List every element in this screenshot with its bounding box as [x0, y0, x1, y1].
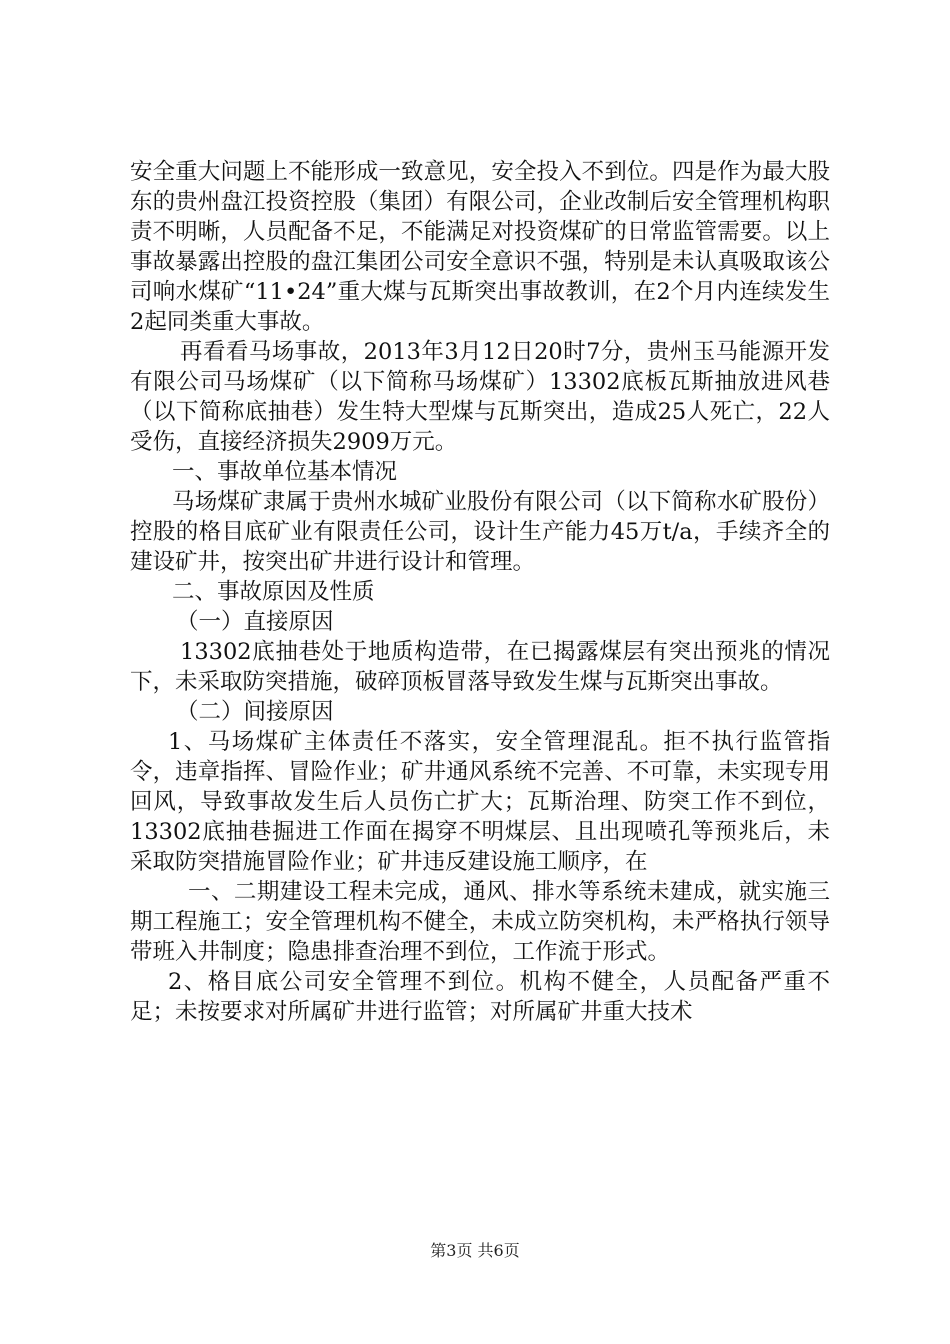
- heading-cause-and-nature: 二、事故原因及性质: [172, 579, 375, 605]
- document-body: [130, 157, 830, 1027]
- heading-unit-basic-info: 一、事故单位基本情况: [172, 459, 398, 485]
- paragraph-unit-info: 马场煤矿隶属于贵州水城矿业股份有限公司（以下简称水矿股份）控股的格目底矿业有限责任公司，设计生产能力45万t/a，手续齐全的建设矿井，按突出矿井进行设计和管理。: [130, 489, 830, 575]
- paragraph-safety-issues: 安全重大问题上不能形成一致意见，安全投入不到位。四是作为最大股东的贵州盘江投资控股（集团）有限公司，企业改制后安全管理机构职责不明晰，人员配备不足，不能满足对投资煤矿的日常监管需要。以上事故暴露出控股的盘江集团公司安全意识不强，特别是未认真吸取该公司响水煤矿“11•24”重大煤与瓦斯突出事故教训，在2个月内连续发生2起同类重大事故。: [130, 159, 830, 335]
- heading-direct-cause: （一）直接原因: [176, 609, 334, 635]
- paragraph-indirect-cause-1: 1、马场煤矿主体责任不落实，安全管理混乱。拒不执行监管指令，违章指挥、冒险作业；矿井通风系统不完善、不可靠，未实现专用回风，导致事故发生后人员伤亡扩大；瓦斯治理、防突工作不到位，13302底抽巷掘进工作面在揭穿不明煤层、且出现喷孔等预兆后，未采取防突措施冒险作业；矿井违反建设施工顺序，在: [130, 729, 830, 875]
- paragraph-indirect-cause-2: 2、格目底公司安全管理不到位。机构不健全，人员配备严重不足；未按要求对所属矿井进行监管；对所属矿井重大技术: [130, 969, 830, 1025]
- paragraph-direct-cause: 13302底抽巷处于地质构造带，在已揭露煤层有突出预兆的情况下，未采取防突措施，破碎顶板冒落导致发生煤与瓦斯突出事故。: [130, 639, 830, 695]
- page-footer: 第3页 共6页: [430, 1241, 520, 1260]
- heading-indirect-cause: （二）间接原因: [176, 699, 334, 725]
- paragraph-machang-accident: 再看看马场事故，2013年3月12日20时7分，贵州玉马能源开发有限公司马场煤矿（以下简称马场煤矿）13302底板瓦斯抽放进风巷（以下简称底抽巷）发生特大型煤与瓦斯突出，造成25人死亡，22人受伤，直接经济损失2909万元。: [130, 339, 830, 455]
- paragraph-indirect-cause-1-cont: 一、二期建设工程未完成，通风、排水等系统未建成，就实施三期工程施工；安全管理机构不健全，未成立防突机构，未严格执行领导带班入井制度；隐患排查治理不到位，工作流于形式。: [130, 879, 830, 965]
